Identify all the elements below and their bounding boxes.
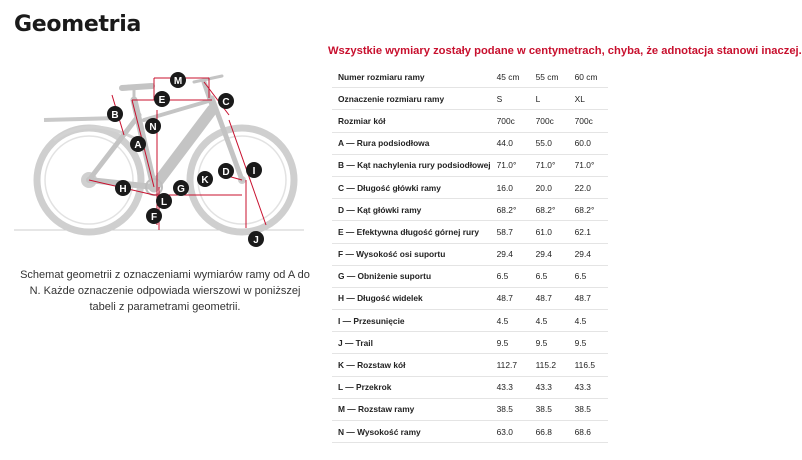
row-label: N — Wysokość ramy	[332, 421, 491, 443]
row-value: 55.0	[530, 132, 569, 154]
row-value: 4.5	[491, 310, 530, 332]
row-value: 66.8	[530, 421, 569, 443]
svg-text:M: M	[173, 76, 183, 87]
svg-text:I: I	[252, 166, 256, 177]
label-m	[170, 72, 186, 88]
row-label: B — Kąt nachylenia rury podsiodłowej	[332, 154, 491, 176]
row-value: 38.5	[530, 398, 569, 420]
row-value: 29.4	[530, 243, 569, 265]
table-row	[332, 376, 608, 398]
table-row	[332, 110, 608, 132]
row-value: 62.1	[569, 221, 608, 243]
row-label: G — Obniżenie suportu	[332, 265, 491, 287]
row-value: L	[530, 88, 569, 110]
label-d	[218, 163, 234, 179]
row-value: 6.5	[569, 265, 608, 287]
row-label: L — Przekrok	[332, 376, 491, 398]
row-value: 700c	[491, 110, 530, 132]
label-a	[130, 136, 146, 152]
row-label: C — Długość główki ramy	[332, 176, 491, 198]
label-e	[154, 91, 170, 107]
svg-text:A: A	[134, 140, 142, 151]
row-label: E — Efektywna długość górnej rury	[332, 221, 491, 243]
row-value: 44.0	[491, 132, 530, 154]
table-row	[332, 154, 608, 176]
row-value: 63.0	[491, 421, 530, 443]
svg-text:G: G	[177, 184, 185, 195]
table-row	[332, 176, 608, 198]
row-value: 9.5	[569, 332, 608, 354]
row-value: 48.7	[530, 287, 569, 309]
row-value: 43.3	[491, 376, 530, 398]
table-row	[332, 265, 608, 287]
table-row	[332, 66, 608, 88]
table-row	[332, 287, 608, 309]
table-row	[332, 354, 608, 376]
row-value: 112.7	[491, 354, 530, 376]
table-row	[332, 332, 608, 354]
row-label: A — Rura podsiodłowa	[332, 132, 491, 154]
svg-text:D: D	[222, 167, 230, 178]
row-value: 38.5	[491, 398, 530, 420]
geometry-table	[332, 66, 608, 443]
row-value: 9.5	[530, 332, 569, 354]
table-row	[332, 243, 608, 265]
row-label: H — Długość widelek	[332, 287, 491, 309]
row-label: Rozmiar kół	[332, 110, 491, 132]
row-label: Numer rozmiaru ramy	[332, 66, 491, 88]
table-row	[332, 310, 608, 332]
row-value: 68.6	[569, 421, 608, 443]
row-value: 29.4	[491, 243, 530, 265]
page-title: Geometria	[14, 12, 141, 37]
label-b	[107, 106, 123, 122]
row-value: 700c	[569, 110, 608, 132]
row-value: 68.2°	[491, 199, 530, 221]
row-value: 29.4	[569, 243, 608, 265]
table-row	[332, 398, 608, 420]
label-g	[173, 180, 189, 196]
row-label: I — Przesunięcie	[332, 310, 491, 332]
svg-text:C: C	[222, 97, 230, 108]
svg-text:N: N	[149, 122, 157, 133]
svg-text:E: E	[158, 95, 166, 106]
svg-text:K: K	[201, 175, 209, 186]
svg-text:J: J	[253, 235, 259, 246]
row-value: 43.3	[530, 376, 569, 398]
table-row	[332, 199, 608, 221]
label-j	[248, 231, 264, 247]
label-n	[145, 118, 161, 134]
units-note: Wszystkie wymiary zostały podane w centymetrach, chyba, że adnotacja stanowi inaczej.	[328, 45, 802, 57]
row-value: S	[491, 88, 530, 110]
row-value: 4.5	[530, 310, 569, 332]
svg-text:L: L	[160, 197, 168, 208]
row-value: 20.0	[530, 176, 569, 198]
row-label: M — Rozstaw ramy	[332, 398, 491, 420]
label-k	[197, 171, 213, 187]
row-value: 55 cm	[530, 66, 569, 88]
row-value: 48.7	[491, 287, 530, 309]
bike-geometry-diagram	[14, 60, 314, 250]
row-value: 60 cm	[569, 66, 608, 88]
svg-text:H: H	[119, 184, 127, 195]
row-value: 68.2°	[569, 199, 608, 221]
label-f	[146, 208, 162, 224]
row-value: 38.5	[569, 398, 608, 420]
table-row	[332, 88, 608, 110]
row-value: 16.0	[491, 176, 530, 198]
label-l	[156, 193, 172, 209]
row-value: 61.0	[530, 221, 569, 243]
diagram-caption: Schemat geometrii z oznaczeniami wymiarów ramy od A do N. Każde oznaczenie odpowiada wierszowi w poniższej tabeli z parametrami geometrii.	[20, 269, 310, 313]
label-c	[218, 93, 234, 109]
row-label: D — Kąt główki ramy	[332, 199, 491, 221]
row-value: 60.0	[569, 132, 608, 154]
row-value: 71.0°	[530, 154, 569, 176]
svg-text:B: B	[111, 110, 119, 121]
svg-text:F: F	[150, 212, 158, 223]
row-label: J — Trail	[332, 332, 491, 354]
row-value: 68.2°	[530, 199, 569, 221]
row-label: Oznaczenie rozmiaru ramy	[332, 88, 491, 110]
row-value: 116.5	[569, 354, 608, 376]
table-row	[332, 221, 608, 243]
row-value: 22.0	[569, 176, 608, 198]
row-value: 58.7	[491, 221, 530, 243]
row-value: 71.0°	[491, 154, 530, 176]
row-value: 45 cm	[491, 66, 530, 88]
table-row	[332, 421, 608, 443]
label-h	[115, 180, 131, 196]
row-value: 700c	[530, 110, 569, 132]
row-value: 9.5	[491, 332, 530, 354]
row-value: 6.5	[491, 265, 530, 287]
row-value: 71.0°	[569, 154, 608, 176]
row-label: K — Rozstaw kół	[332, 354, 491, 376]
row-value: 115.2	[530, 354, 569, 376]
row-value: XL	[569, 88, 608, 110]
row-value: 6.5	[530, 265, 569, 287]
label-i	[246, 162, 262, 178]
row-value: 48.7	[569, 287, 608, 309]
table-row	[332, 132, 608, 154]
row-label: F — Wysokość osi suportu	[332, 243, 491, 265]
row-value: 4.5	[569, 310, 608, 332]
row-value: 43.3	[569, 376, 608, 398]
